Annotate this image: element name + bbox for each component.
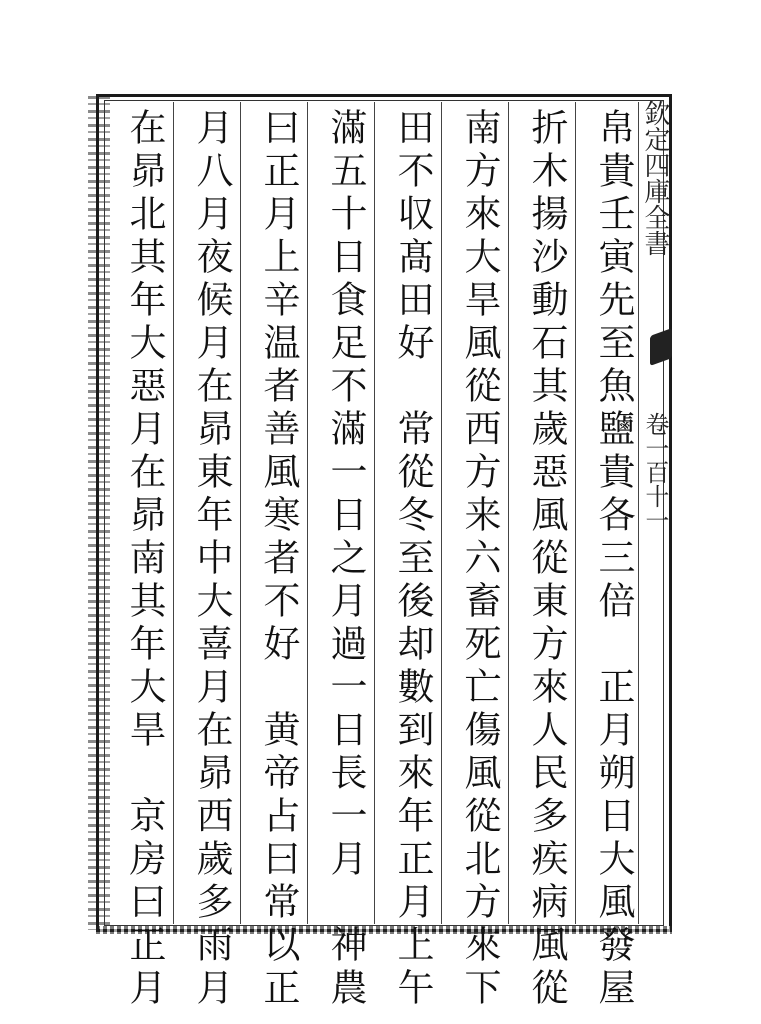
text-column-2: 折木揚沙動石其歲惡風從東方來人民多疾病風從 <box>525 108 568 1011</box>
column-rule <box>508 102 509 924</box>
text-column-6: 曰正月上辛温者善風寒者不好 黄帝占曰常以正 <box>257 108 300 1011</box>
margin-book-title: 欽定四庫全書 <box>640 100 670 256</box>
column-rule <box>374 102 375 924</box>
column-rule <box>173 102 174 924</box>
column-rule <box>441 102 442 924</box>
text-column-7: 月八月夜候月在昴東年中大喜月在昴西歲多雨月 <box>190 108 233 1011</box>
margin-volume-label: 卷一百十一 <box>641 412 669 532</box>
text-column-4: 田不収髙田好 常從冬至後却數到來年正月上午 <box>391 108 434 1011</box>
column-rule <box>240 102 241 924</box>
text-column-3: 南方來大旱風從西方来六畜死亡傷風從北方來下 <box>458 108 501 1011</box>
text-column-1: 帛貴壬寅先至魚鹽貴各三倍 正月朔日大風發屋 <box>592 108 635 1011</box>
column-rule <box>638 102 639 924</box>
page-bottom-edge <box>96 926 672 934</box>
text-column-8: 在昴北其年大惡月在昴南其年大旱 京房曰正月 <box>123 108 166 1011</box>
column-rule <box>307 102 308 924</box>
column-rule <box>575 102 576 924</box>
text-column-5: 滿五十日食足不滿一日之月過一日長一月 神農 <box>324 108 367 1011</box>
